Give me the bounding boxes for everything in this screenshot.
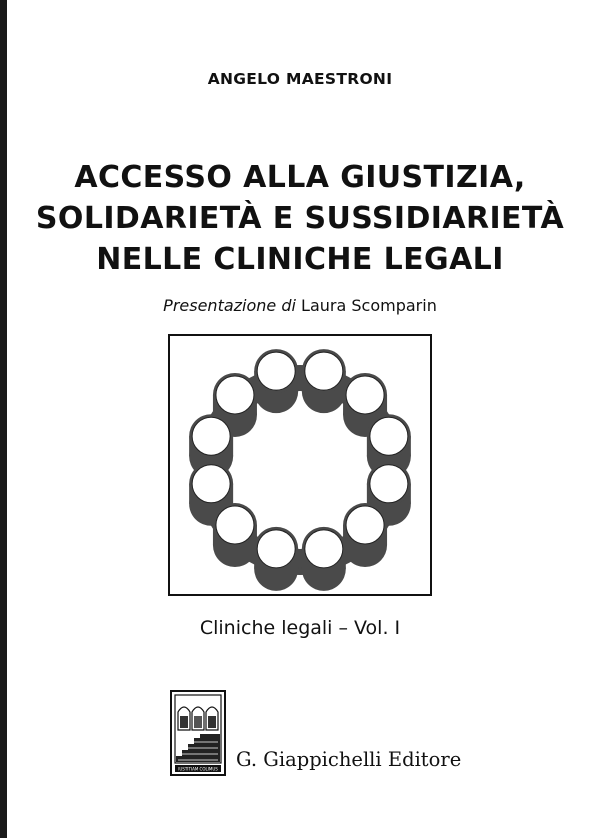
circles-ring-emblem [170, 336, 430, 594]
presentation-name: Laura Scomparin [301, 296, 437, 315]
series-label: Cliniche legali – Vol. I [199, 617, 401, 639]
publisher-logo-icon [170, 690, 226, 776]
presentation-credit [0, 296, 600, 315]
emblem-circle [370, 465, 408, 503]
emblem-circle [305, 530, 343, 568]
emblem-circle [370, 417, 408, 455]
title-line-1: ACCESSO ALLA GIUSTIZIA, [74, 160, 526, 195]
emblem-circle [257, 530, 295, 568]
book-title [0, 157, 600, 280]
publisher-logo [170, 690, 226, 776]
emblem-circle [346, 506, 384, 544]
emblem-circle [257, 352, 295, 390]
title-line-2: SOLIDARIETÀ E SUSSIDIARIETÀ [35, 201, 565, 236]
presentation-prefix: Presentazione di [163, 296, 296, 315]
emblem-circle [305, 352, 343, 390]
logo-motto: IUSTITIAM COLIMUS [178, 766, 218, 772]
emblem-circle [216, 506, 254, 544]
author-name: ANGELO MAESTRONI [207, 70, 393, 88]
cover-emblem-frame [168, 334, 432, 596]
publisher-name: G. Giappichelli Editore [236, 748, 462, 771]
spine-edge [0, 0, 7, 838]
emblem-circle [346, 376, 384, 414]
title-line-3: NELLE CLINICHE LEGALI [96, 242, 504, 277]
emblem-circle [216, 376, 254, 414]
emblem-circle [192, 417, 230, 455]
emblem-circle [192, 465, 230, 503]
